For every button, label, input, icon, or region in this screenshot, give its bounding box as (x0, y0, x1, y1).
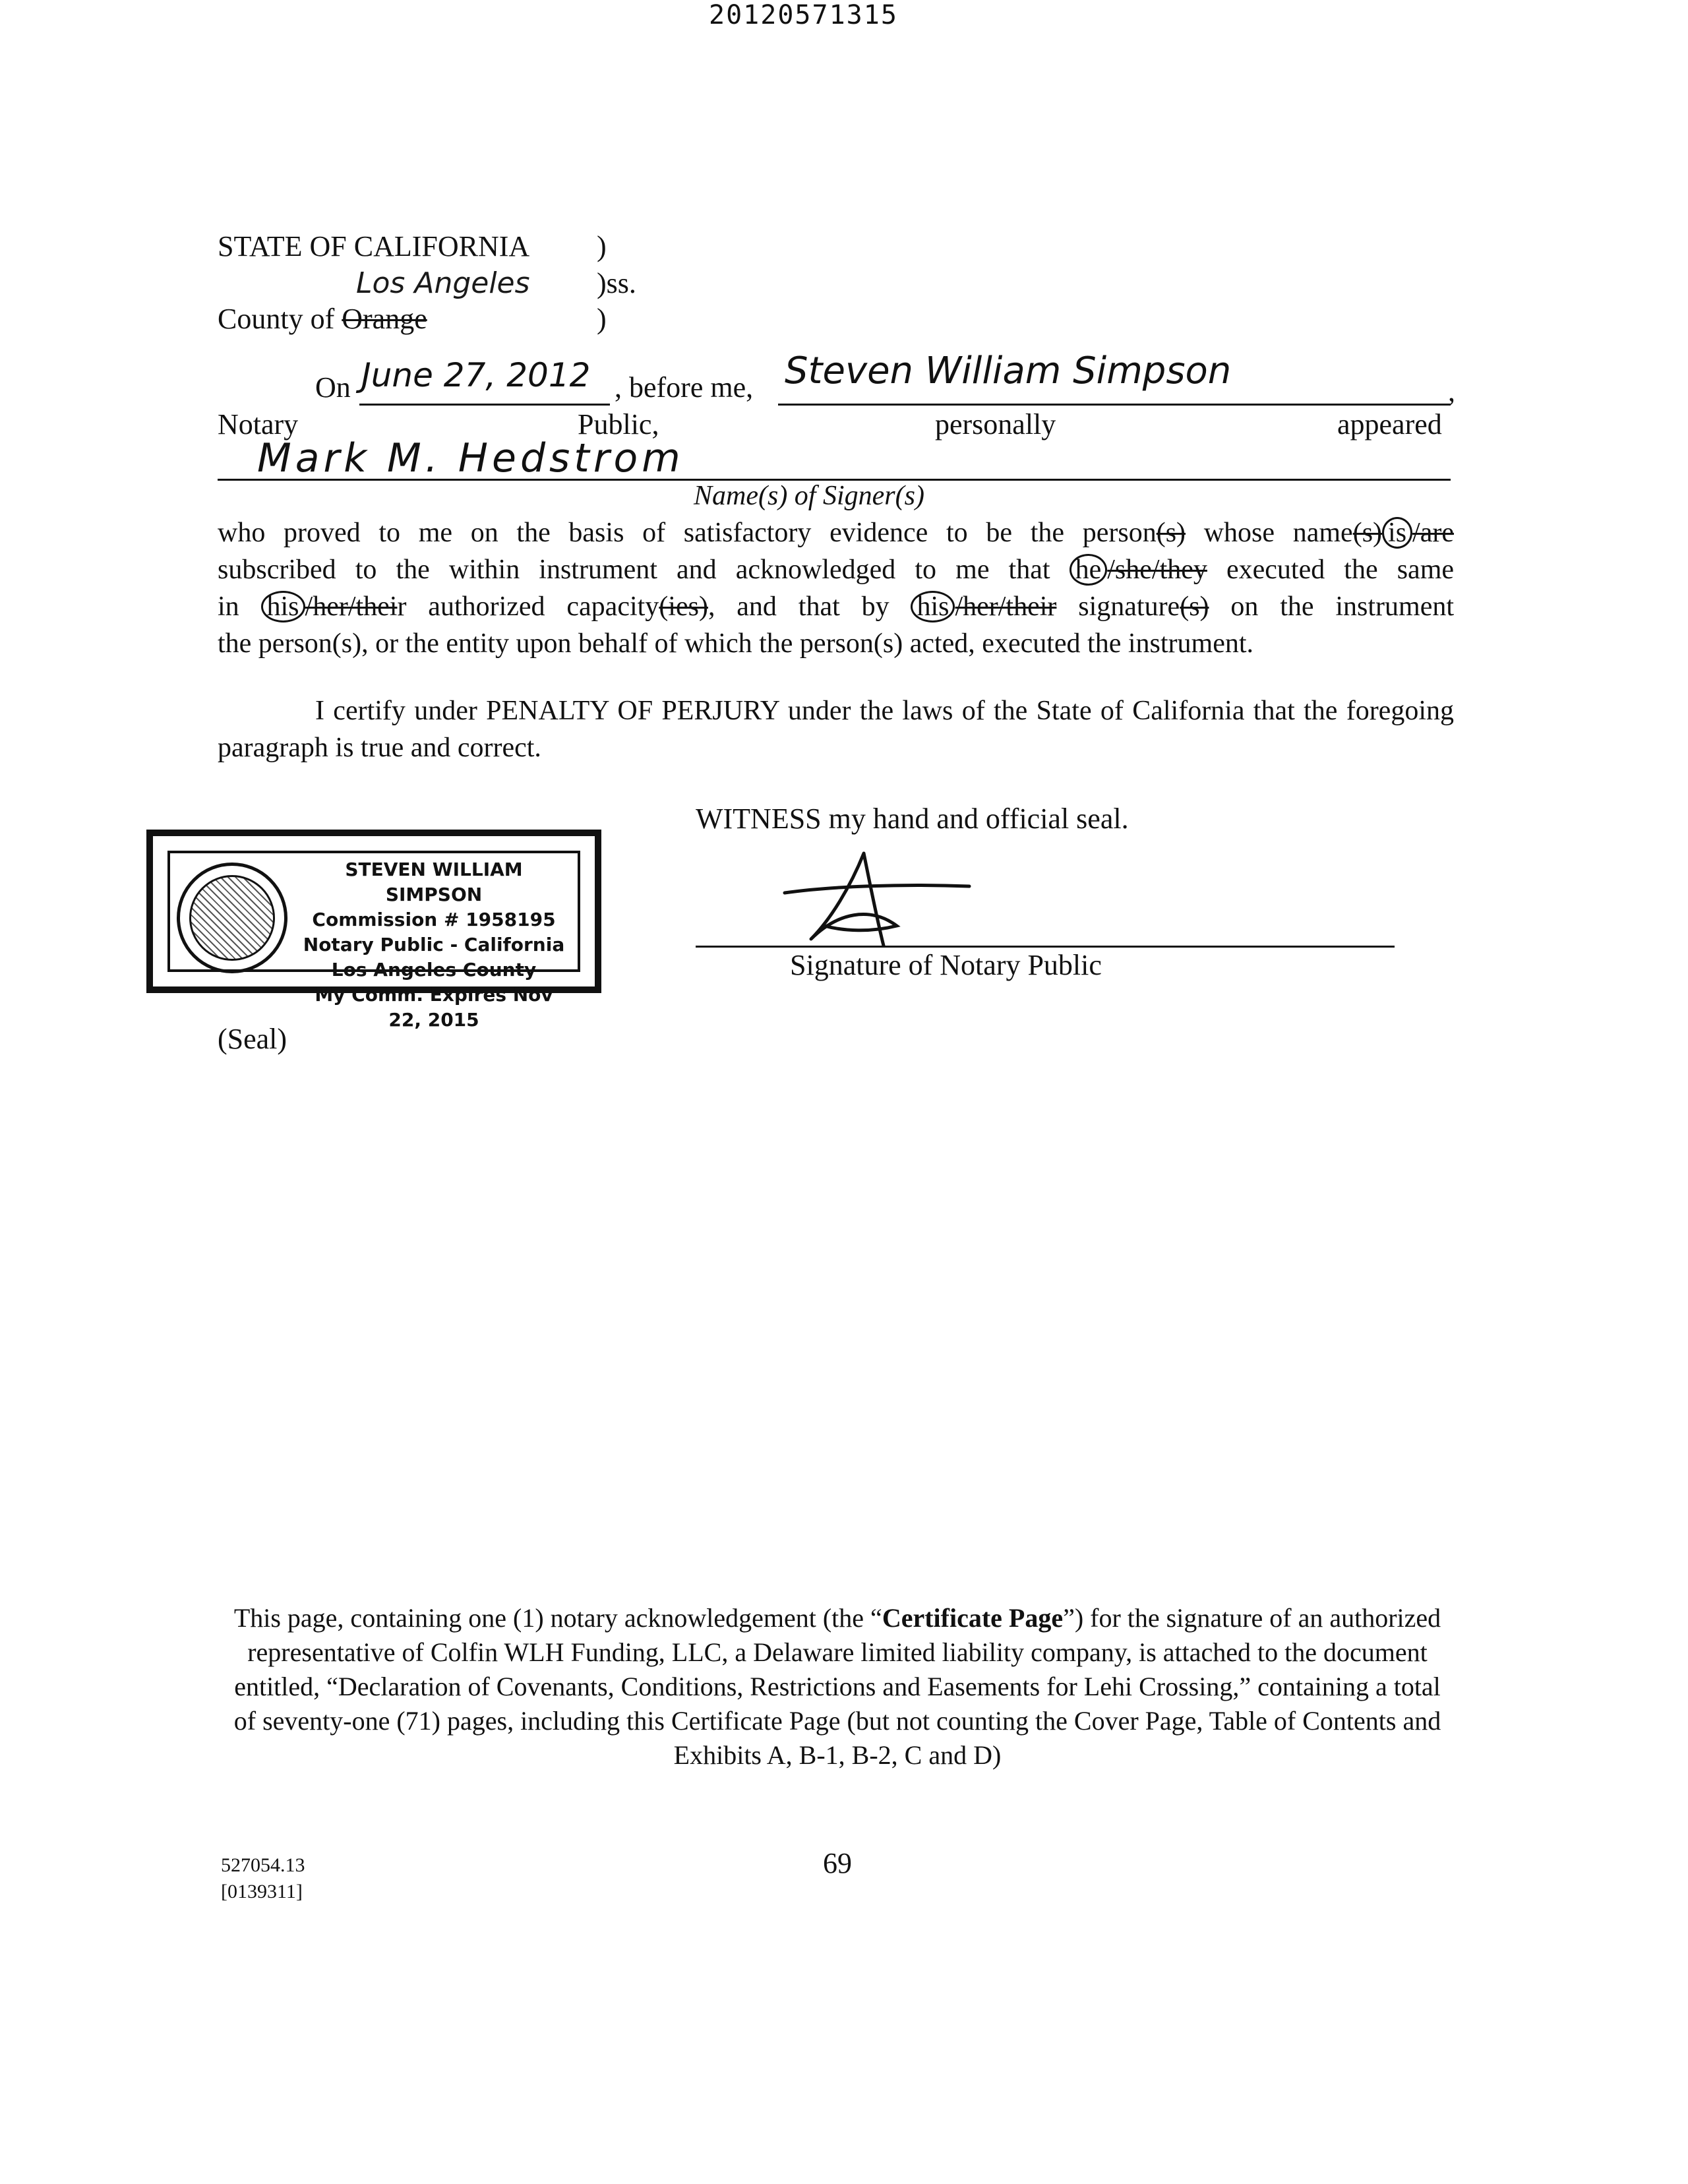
notary-stamp (146, 830, 601, 1031)
county-struck: Orange (342, 303, 427, 335)
public-word: Public, (578, 408, 659, 440)
state-seal-icon (177, 863, 287, 973)
seal-caption: (Seal) (218, 1023, 287, 1055)
state-label: STATE OF CALIFORNIA (218, 230, 530, 262)
page-number: 69 (823, 1847, 852, 1879)
stamp-text-block (295, 857, 572, 1033)
footer-note-bold: Certificate Page (882, 1603, 1064, 1633)
appeared-word: appeared (1337, 408, 1442, 440)
struck-her-their-2: /her/their (955, 592, 1057, 622)
venue-paren-1: ) (597, 230, 607, 262)
signature-rule (696, 946, 1395, 948)
on-label: On (315, 371, 351, 404)
struck-she-they: /she/they (1107, 555, 1207, 585)
county-of-text: County of (218, 303, 335, 335)
certification-paragraph: I certify under PENALTY OF PERJURY under the laws of the State of California that the foregoing paragraph is true and correct. (218, 696, 1454, 763)
body-line2-a: subscribed to the within instrument and acknowledged to me that (218, 555, 1070, 585)
witness-text: WITNESS my hand and official seal. (696, 803, 1129, 835)
struck-ies: (ies) (659, 592, 708, 622)
body-line-4: the person(s), or the entity upon behalf of which the person(s) acted, executed the instrument. (218, 628, 1254, 659)
body-line3-b: , and that by (708, 592, 911, 622)
body-line1-s2: (s) (1352, 518, 1383, 548)
signer-name-handwritten: Mark M. Hedstrom (257, 435, 684, 481)
county-handwritten: Los Angeles (356, 266, 530, 300)
stamp-expires: My Comm. Expires Nov 22, 2015 (315, 984, 553, 1031)
circled-is: is (1382, 517, 1412, 549)
document-number: 20120571315 (709, 0, 898, 30)
body-line1-b: whose name (1186, 518, 1353, 548)
stamp-title: Notary Public - California (303, 934, 565, 956)
body-line3-d: on the instrument (1209, 592, 1455, 622)
body-line-1 (218, 514, 1454, 551)
body-line3-r: r authorized capacity (397, 592, 659, 622)
body-line-3 (218, 588, 1454, 625)
personally-word: personally (935, 408, 1056, 440)
body-line3-c: signature (1056, 592, 1180, 622)
state-seal-inner (189, 875, 275, 961)
stamp-notary-name: STEVEN WILLIAM SIMPSON (345, 859, 523, 905)
notary-name-comma: , (1448, 375, 1455, 408)
notary-signature (771, 847, 982, 952)
stamp-commission: Commission # 1958195 (312, 909, 556, 930)
footer-note (221, 1601, 1454, 1773)
notary-word: Notary (218, 408, 299, 440)
acknowledgment-body (218, 514, 1454, 662)
before-me-label: , before me, (615, 371, 754, 404)
date-handwritten: June 27, 2012 (361, 356, 591, 394)
notary-name-rule (778, 404, 1451, 406)
body-line3-in: in (218, 592, 261, 622)
signer-caption: Name(s) of Signer(s) (694, 481, 924, 511)
footer-note-part2: ”) for the signature of an authorized representative of Colfin WLH Funding, LLC, a Delaware limited liability company, is attached to the document entitled, “Declaration of Covenants, Conditions, Restrictions and Easements for Lehi Crossing,” containing a total of seventy-one (71) pages, including this Certificate Page (but not counting the Cover Page, Table of Contents and Exhibits A, B-1, B-2, C and D) (233, 1603, 1441, 1770)
body-line2-b: executed the same (1207, 555, 1455, 585)
body-line-2 (218, 551, 1454, 588)
struck-s: (s) (1180, 592, 1209, 622)
struck-her-their-1: /her/thei (305, 592, 398, 622)
circled-he: he (1070, 554, 1108, 586)
stamp-county: Los Angeles County (331, 959, 537, 981)
stamp-inner-border (167, 851, 580, 1031)
footer-note-part1: This page, containing one (1) notary acknowledgement (the “ (233, 1603, 882, 1633)
struck-are: /are (1412, 518, 1454, 548)
body-line1-s1: (s) (1156, 518, 1186, 548)
document-reference-2: [0139311] (221, 1881, 303, 1902)
venue-ss: )ss. (597, 267, 636, 299)
circled-his-1: his (261, 591, 305, 622)
notary-name-handwritten: Steven William Simpson (785, 349, 1232, 392)
circled-his-2: his (911, 591, 955, 622)
signature-caption: Signature of Notary Public (790, 949, 1102, 981)
county-label (218, 302, 427, 336)
date-rule (359, 404, 610, 406)
venue-paren-3: ) (597, 303, 607, 335)
body-line1-a: who proved to me on the basis of satisfactory evidence to be the person (218, 518, 1157, 548)
document-reference: 527054.13 (221, 1854, 305, 1876)
